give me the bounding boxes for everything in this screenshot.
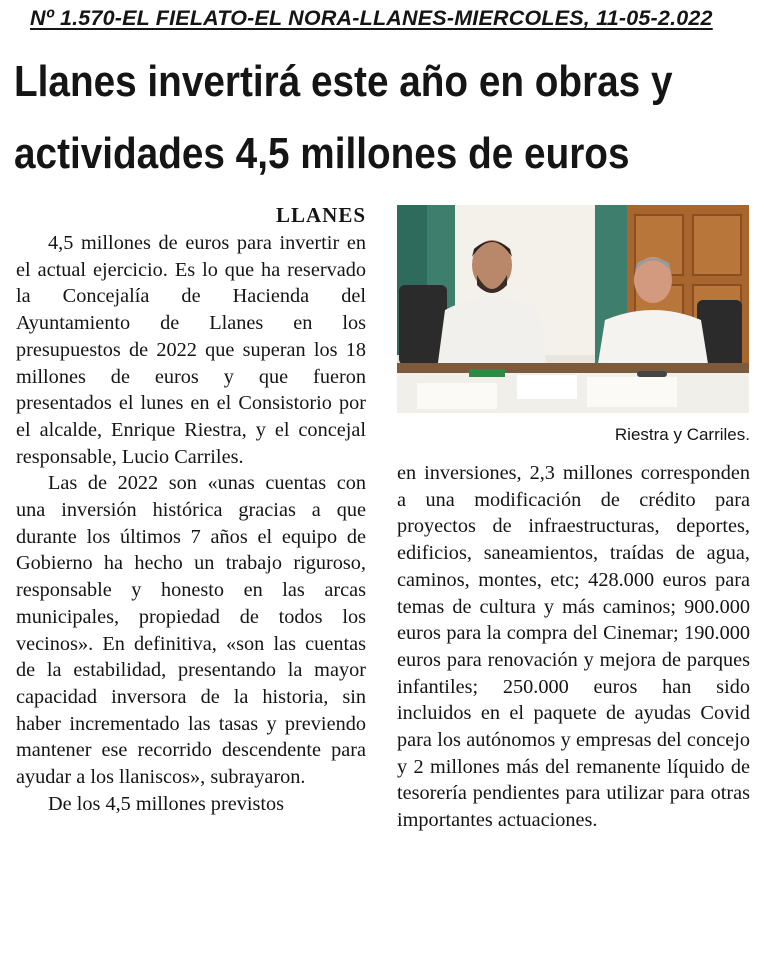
masthead-dateline: Nº 1.570-EL FIELATO-EL NORA-LLANES-MIERCOLES, 11-05-2.022 xyxy=(30,6,713,30)
paragraph-3-start: De los 4,5 millones previstos xyxy=(48,792,285,815)
headline xyxy=(14,46,756,190)
photo-caption: Riestra y Carriles. xyxy=(614,425,750,444)
article-column-left xyxy=(16,230,366,817)
paragraph-1: 4,5 millones de euros para invertir en el actual ejercicio. Es lo que ha reservado la Concejalía de Hacienda del Ayuntamiento de Llanes en los presupuestos de 2022 que superan los 18 millones de euros y que fueron presentados el lunes en el Consistorio por el alcalde, Enrique Riestra, y el concejal responsable, Lucio Carriles. xyxy=(16,232,366,468)
paragraph-3-continued: en inversiones, 2,3 millones corresponden a una modificación de crédito para proyectos de infraestructuras, deportes, edificios, saneamientos, traídas de agua, caminos, montes, etc; 428.000 euros para temas de cultura y más caminos; 900.000 euros para la compra del Cinemar; 190.000 euros para renovación y mejora de parques infantiles; 250.000 euros han sido incluidos en el paquete de ayudas Covid para los autónomos y empresas del concejo y 2 millones más del remanente líquido de tesorería pendientes para utilizar para otras importantes actuaciones. xyxy=(397,462,750,832)
photo-illustration xyxy=(397,205,749,413)
article-photo xyxy=(397,205,749,413)
headline-line-1: Llanes invertirá este año en obras y xyxy=(14,57,673,106)
paragraph-2: Las de 2022 son «unas cuentas con una inversión histórica gracias a que durante los últimos 7 años el equipo de Gobierno ha hecho un trabajo riguroso, responsable y honesto en las arcas municipales, propiedad de todos los vecinos». En definitiva, «son las cuentas de la estabilidad, presentando la mayor capacidad inversora de la historia, sin haber incrementado las tasas y previendo mantener ese recorrido descendente para ayudar a los llaniscos», subrayaron. xyxy=(16,472,366,789)
byline: LLANES xyxy=(275,203,366,227)
headline-line-2: actividades 4,5 millones de euros xyxy=(14,129,630,178)
article-column-right xyxy=(397,460,750,834)
